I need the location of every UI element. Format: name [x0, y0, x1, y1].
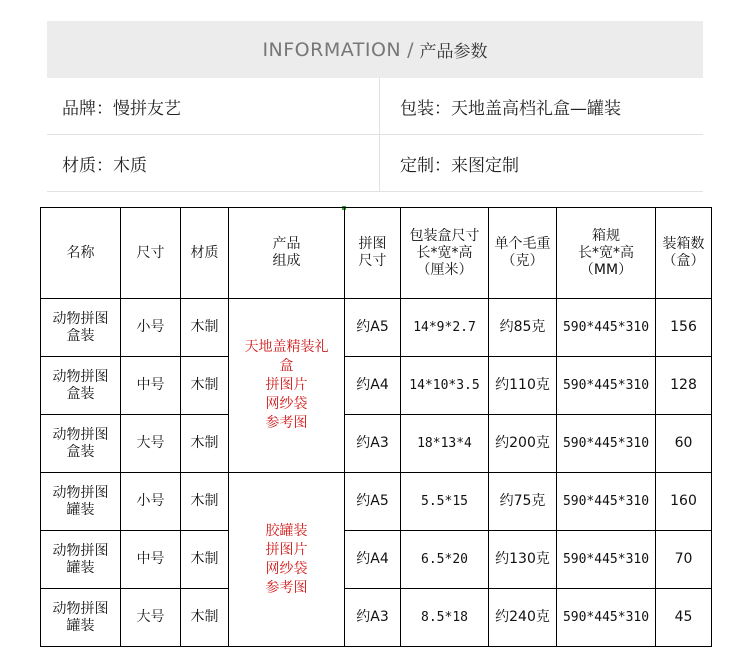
composition-line: 拼图片: [265, 541, 308, 558]
cell-puzzle-size: 约A3: [345, 589, 401, 647]
header-material: [181, 208, 229, 299]
spec-table: [40, 207, 712, 647]
cell-name: [41, 299, 121, 357]
cell-box-size: 8.5*18: [401, 589, 489, 647]
cell-carton: 590*445*310: [557, 299, 656, 357]
info-grid: [47, 78, 703, 192]
table-row: [41, 531, 712, 589]
header-box-size: [401, 208, 489, 299]
header-line: 长*宽*高: [416, 244, 473, 261]
cell-qty: 160: [656, 473, 712, 531]
info-row: [47, 135, 703, 192]
table-row: [41, 415, 712, 473]
info-header: [47, 21, 703, 78]
cell-box-size: 6.5*20: [401, 531, 489, 589]
cell-name-line: 罐装: [66, 617, 95, 634]
cell-name-line: 动物拼图: [52, 426, 109, 443]
composition-line: 天地盖精装礼: [244, 339, 329, 355]
header-size: [121, 208, 181, 299]
cell-box-size: 18*13*4: [401, 415, 489, 473]
cell-name: [41, 589, 121, 647]
cell-name-line: 动物拼图: [52, 310, 109, 327]
header-line: 尺寸: [358, 253, 387, 269]
header-line: （克）: [501, 253, 544, 269]
info-brand: 品牌：慢拼友艺: [47, 78, 380, 134]
header-line: （盒）: [662, 253, 705, 269]
cell-name-line: 动物拼图: [52, 484, 109, 501]
cell-name: [41, 531, 121, 589]
header-line: 箱规: [592, 227, 620, 244]
info-header-separator: /: [407, 38, 414, 61]
header-line: 包装盒尺寸: [409, 227, 480, 244]
cell-composition: [229, 299, 345, 473]
cell-material: 木制: [181, 299, 229, 357]
cell-qty: 70: [656, 531, 712, 589]
cell-size: 大号: [121, 589, 181, 647]
header-line: 拼图: [358, 236, 387, 252]
cell-carton: 590*445*310: [557, 531, 656, 589]
header-line: 长*宽*高: [578, 244, 634, 261]
cell-name-line: 罐装: [66, 559, 95, 576]
header-line: 尺寸: [136, 244, 165, 261]
cell-size: 中号: [121, 357, 181, 415]
cell-qty: 45: [656, 589, 712, 647]
cell-puzzle-size: 约A4: [345, 531, 401, 589]
table-row: [41, 357, 712, 415]
table-row: [41, 589, 712, 647]
header-line: 单个毛重: [494, 236, 551, 252]
cell-size: 大号: [121, 415, 181, 473]
cell-name-line: 动物拼图: [52, 600, 109, 617]
cell-name: [41, 415, 121, 473]
cell-puzzle-size: 约A5: [345, 473, 401, 531]
header-line: 装箱数: [662, 236, 705, 252]
header-qty: [656, 208, 712, 299]
cell-name: [41, 357, 121, 415]
cell-material: 木制: [181, 415, 229, 473]
cell-puzzle-size: 约A3: [345, 415, 401, 473]
info-header-en: INFORMATION: [262, 38, 402, 61]
cell-weight: 约110克: [489, 357, 557, 415]
header-carton: [557, 208, 656, 299]
cell-name-line: 动物拼图: [52, 368, 109, 385]
cell-name-line: 动物拼图: [52, 542, 109, 559]
cell-qty: 128: [656, 357, 712, 415]
cell-weight: 约240克: [489, 589, 557, 647]
cell-puzzle-size: 约A4: [345, 357, 401, 415]
cell-weight: 约200克: [489, 415, 557, 473]
cell-carton: 590*445*310: [557, 415, 656, 473]
header-line: （厘米）: [416, 261, 473, 278]
cell-name-line: 盒装: [66, 385, 95, 402]
info-packaging: 包装：天地盖高档礼盒—罐装: [400, 98, 621, 119]
table-row: [41, 473, 712, 531]
header-line: 产品: [272, 236, 301, 252]
cell-size: 中号: [121, 531, 181, 589]
cell-material: 木制: [181, 357, 229, 415]
cell-box-size: 5.5*15: [401, 473, 489, 531]
info-row: [47, 78, 703, 135]
cell-size: 小号: [121, 299, 181, 357]
header-line: 材质: [190, 244, 219, 261]
header-line: 名称: [66, 244, 95, 261]
cell-carton: 590*445*310: [557, 357, 656, 415]
header-composition: [229, 208, 345, 299]
cell-qty: 156: [656, 299, 712, 357]
info-customization: 定制：来图定制: [400, 155, 519, 176]
cell-qty: 60: [656, 415, 712, 473]
composition-line: 拼图片: [265, 377, 308, 393]
cell-composition: [229, 473, 345, 647]
cell-name-line: 罐装: [66, 501, 95, 518]
info-material: 材质：木质: [47, 135, 380, 191]
cell-weight: 约85克: [489, 299, 557, 357]
cell-name: [41, 473, 121, 531]
header-line: （MM）: [579, 261, 633, 278]
table-header-row: [41, 208, 712, 299]
header-puzzle-size: [345, 208, 401, 299]
composition-line: 参考图: [265, 579, 308, 596]
cell-puzzle-size: 约A5: [345, 299, 401, 357]
composition-line: 胶罐装: [265, 522, 308, 539]
info-header-cn: 产品参数: [419, 42, 488, 62]
header-name: [41, 208, 121, 299]
cell-weight: 约130克: [489, 531, 557, 589]
cell-material: 木制: [181, 589, 229, 647]
cell-name-line: 盒装: [66, 443, 95, 460]
cell-carton: 590*445*310: [557, 589, 656, 647]
composition-line: 网纱袋: [265, 396, 308, 412]
cell-weight: 约75克: [489, 473, 557, 531]
header-weight: [489, 208, 557, 299]
cell-carton: 590*445*310: [557, 473, 656, 531]
table-row: [41, 299, 712, 357]
cell-name-line: 盒装: [66, 327, 95, 344]
composition-line: 网纱袋: [265, 560, 308, 577]
cell-material: 木制: [181, 473, 229, 531]
header-line: 组成: [272, 253, 301, 269]
cell-box-size: 14*10*3.5: [401, 357, 489, 415]
cell-material: 木制: [181, 531, 229, 589]
composition-line: 盒: [279, 358, 294, 374]
cell-size: 小号: [121, 473, 181, 531]
cell-box-size: 14*9*2.7: [401, 299, 489, 357]
composition-line: 参考图: [265, 415, 308, 431]
